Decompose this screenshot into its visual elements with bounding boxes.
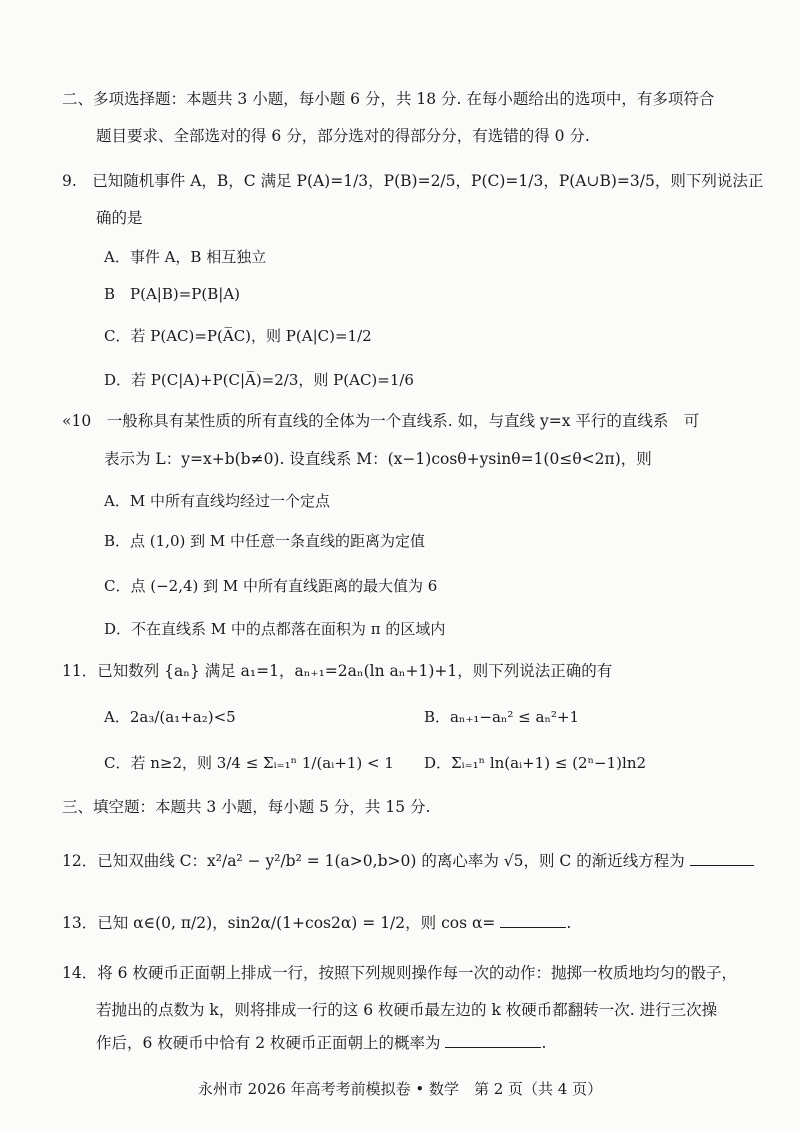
section3-header: 三、填空题：本题共 3 小题，每小题 5 分，共 15 分. (62, 798, 431, 816)
page-footer: 永州市 2026 年高考考前模拟卷 • 数学 第 2 页（共 4 页） (197, 1080, 603, 1098)
q12-stem (62, 849, 754, 872)
q10-option-d: D．不在直线系 M 中的点都落在面积为 π 的区域内 (104, 620, 446, 638)
q9-stem-line1: 9. 已知随机事件 A，B，C 满足 P(A)=1/3，P(B)=2/5，P(C)=1/3，P(A∪B)=3/5，则下列说法正 (62, 172, 764, 190)
q14-line3-text: 作后，6 枚硬币中恰有 2 枚硬币正面朝上的概率为 (96, 1034, 441, 1052)
q11-option-a: A．2a₃/(a₁+a₂)<5 (104, 708, 236, 726)
section2-header-line1: 二、多项选择题：本题共 3 小题，每小题 6 分，共 18 分. 在每小题给出的选项中，有多项符合 (62, 90, 715, 108)
q11-option-d: D．Σᵢ₌₁ⁿ ln(aᵢ+1) ≤ (2ⁿ−1)ln2 (424, 754, 647, 772)
q12-text: 12．已知双曲线 C：x²/a² − y²/b² = 1(a>0,b>0) 的离心率为 √5，则 C 的渐近线方程为 (62, 852, 685, 870)
q9-option-a: A．事件 A，B 相互独立 (104, 248, 267, 266)
q10-option-a: A．M 中所有直线均经过一个定点 (104, 492, 330, 510)
q9-stem-line2: 确的是 (96, 209, 143, 227)
q10-stem-line2: 表示为 L：y=x+b(b≠0). 设直线系 M：(x−1)cosθ+ysinθ=1(0≤θ<2π)，则 (104, 450, 652, 468)
q10-stem-line1: «10 一般称具有某性质的所有直线的全体为一个直线系. 如，与直线 y=x 平行的直线系 可 (62, 412, 700, 430)
q11-stem: 11．已知数列 {aₙ} 满足 a₁=1，aₙ₊₁=2aₙ(ln aₙ+1)+1，则下列说法正确的有 (62, 662, 613, 680)
q11-option-c: C．若 n≥2，则 3/4 ≤ Σᵢ₌₁ⁿ 1/(aᵢ+1) < 1 (104, 754, 394, 772)
q14-line1: 14．将 6 枚硬币正面朝上排成一行，按照下列规则操作每一次的动作：抛掷一枚质地均匀的骰子， (62, 964, 737, 982)
q12-answer-blank[interactable] (690, 849, 754, 866)
q13-stem: 13．已知 α∈(0, π/2)，sin2α/(1+cos2α) = 1/2，则 cos α= . (62, 911, 571, 934)
q9-option-c: C．若 P(AC)=P(A̅C)，则 P(A|C)=1/2 (104, 327, 372, 345)
q14-answer-blank[interactable] (445, 1031, 541, 1048)
q10-option-b: B．点 (1,0) 到 M 中任意一条直线的距离为定值 (104, 532, 426, 550)
q11-option-b: B．aₙ₊₁−aₙ² ≤ aₙ²+1 (424, 708, 580, 726)
q9-option-b: B P(A|B)=P(B|A) (104, 285, 241, 303)
q10-option-c: C．点 (−2,4) 到 M 中所有直线距离的最大值为 6 (104, 577, 438, 595)
section2-header-line2: 题目要求、全部选对的得 6 分，部分选对的得部分分，有选错的得 0 分. (96, 127, 590, 145)
q13-text: 13．已知 α∈(0, π/2)，sin2α/(1+cos2α) = 1/2，则 cos α= (62, 914, 496, 932)
q9-option-d: D．若 P(C|A)+P(C|A̅)=2/3，则 P(AC)=1/6 (104, 371, 414, 389)
q14-line3: 作后，6 枚硬币中恰有 2 枚硬币正面朝上的概率为 . (96, 1031, 546, 1054)
q13-answer-blank[interactable] (500, 911, 566, 928)
q14-line2: 若抛出的点数为 k，则将排成一行的这 6 枚硬币最左边的 k 枚硬币都翻转一次. 进行三次操 (96, 1001, 718, 1019)
